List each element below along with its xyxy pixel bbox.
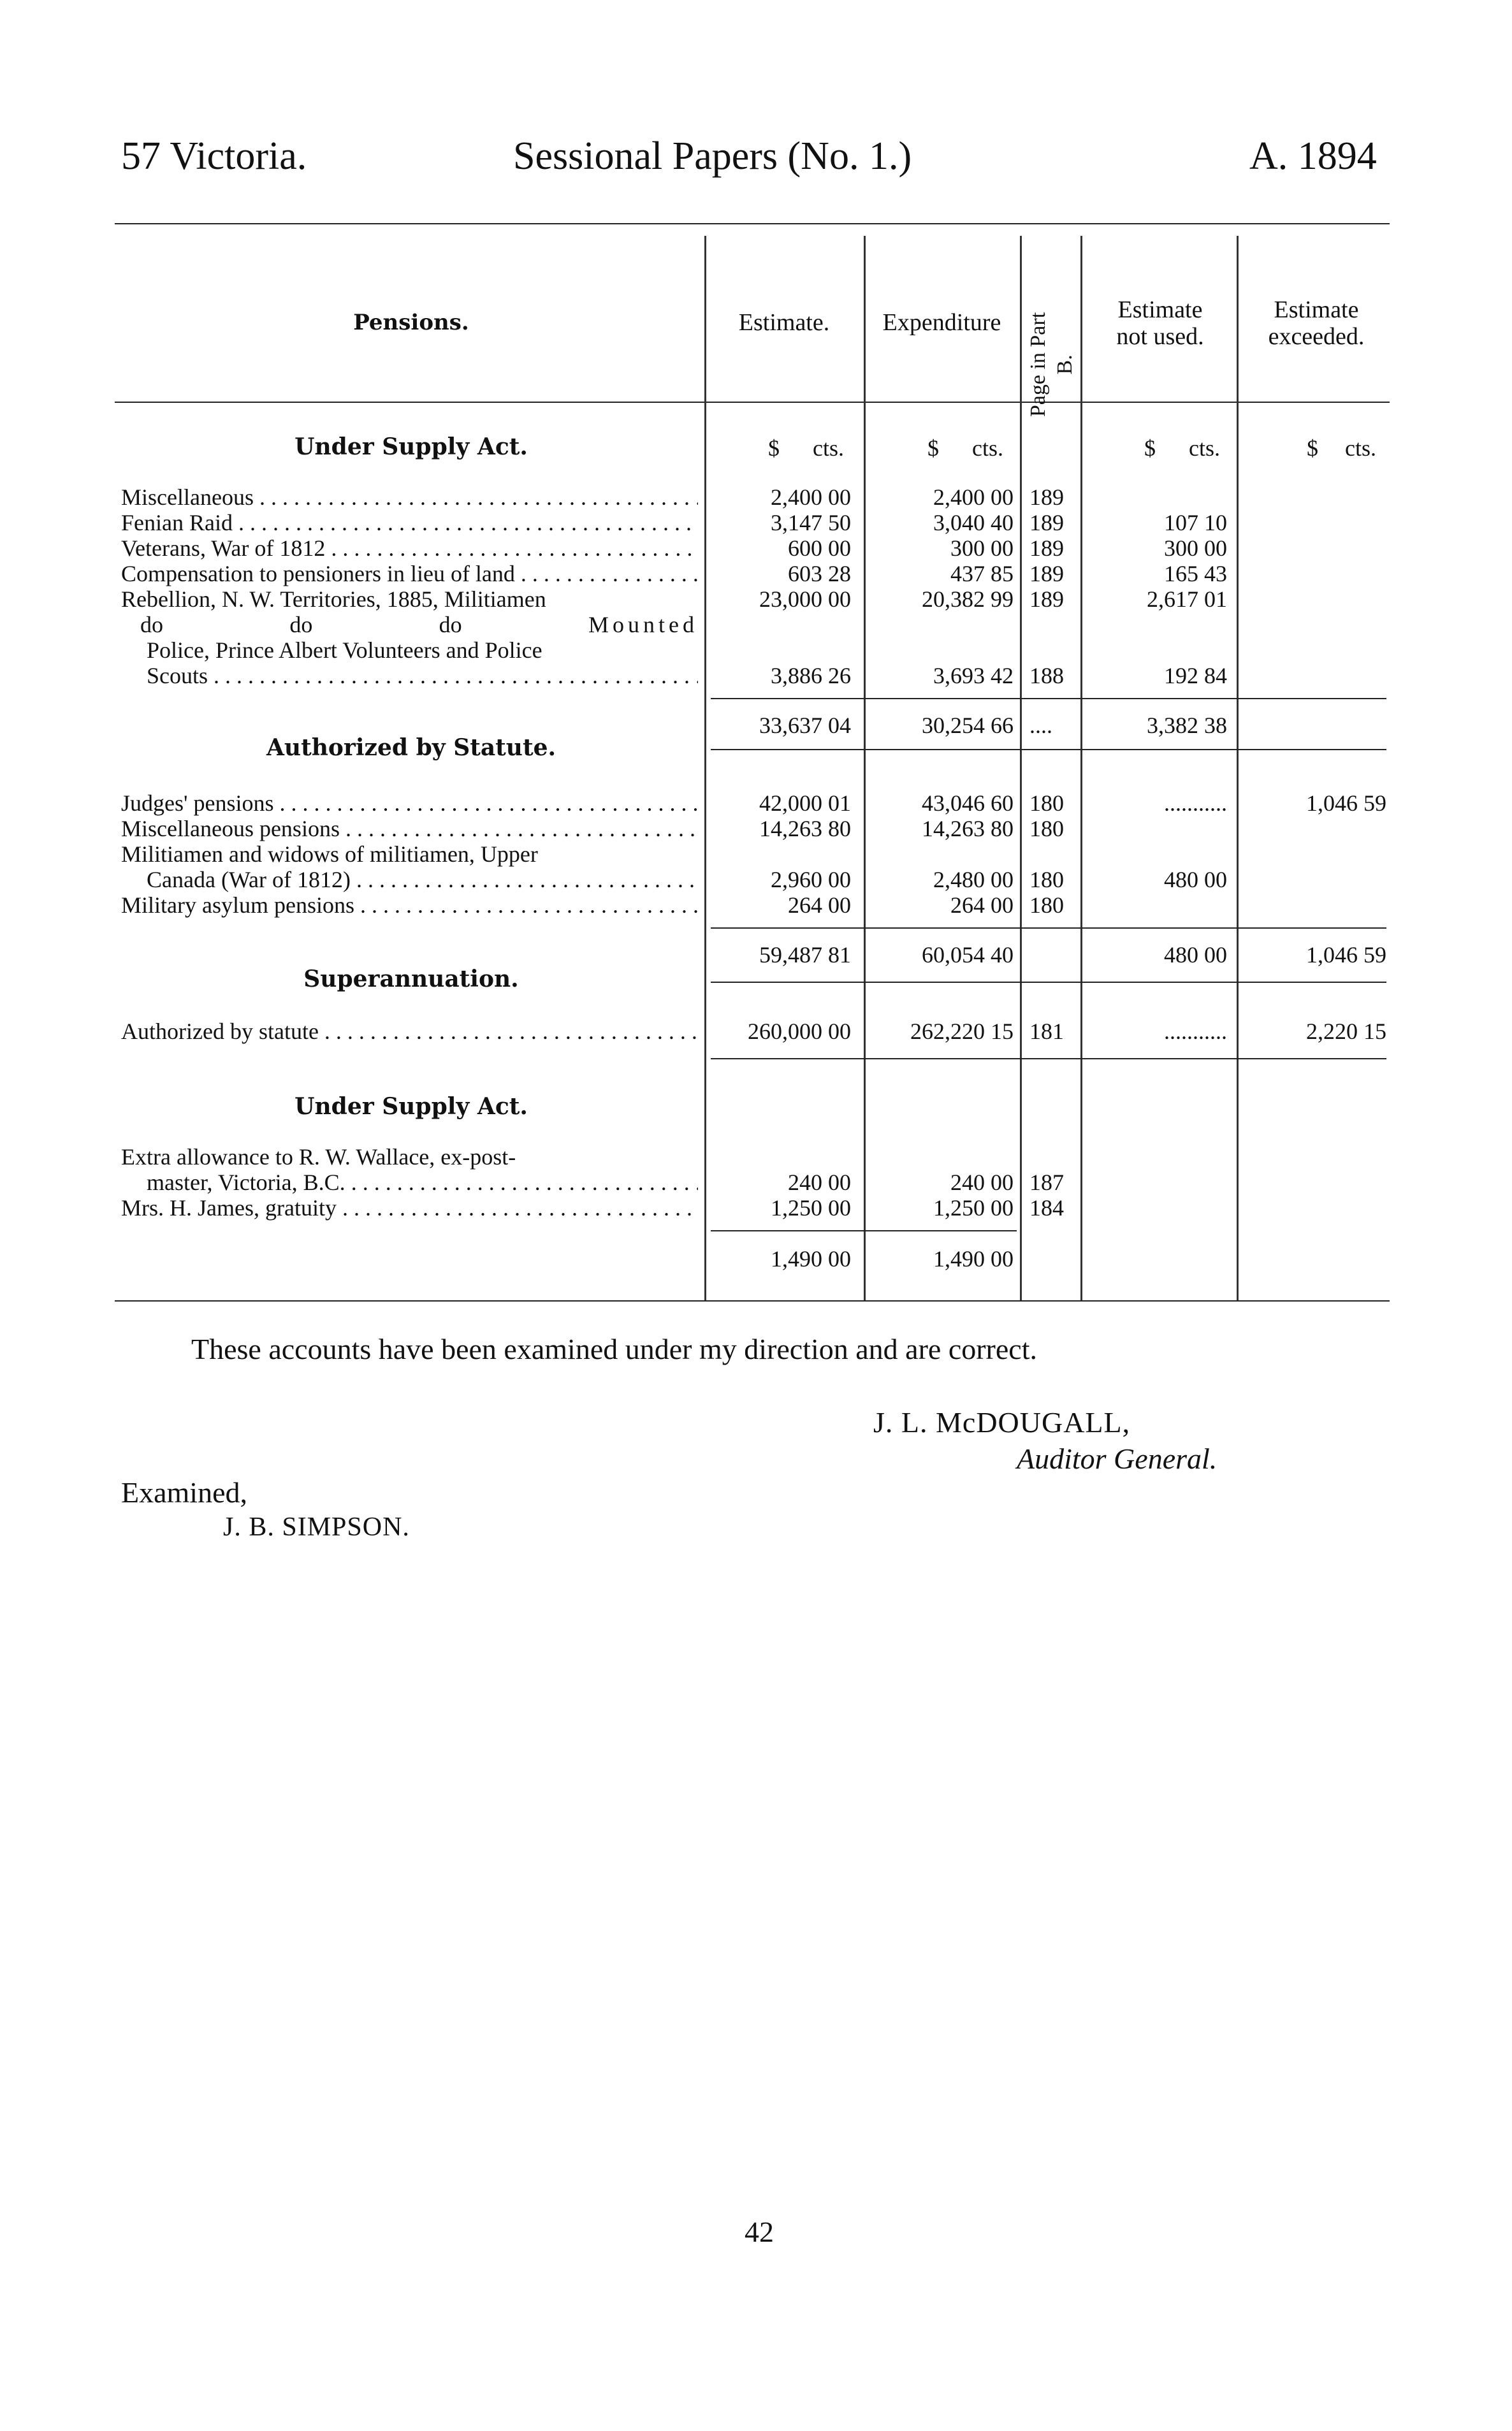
col-divider-1 <box>704 236 706 1300</box>
row-not-used-fenian-raid: 107 10 <box>1164 510 1227 535</box>
row-not-used-mounted: 192 84 <box>1164 663 1227 688</box>
row-expenditure-militiamen: 2,480 00 <box>933 867 1014 892</box>
subtotal1-expenditure: 30,254 66 <box>922 713 1014 738</box>
row-label-mounted-line1 <box>121 612 698 637</box>
ditto-1: do <box>140 612 163 637</box>
subtotal1-page: .... <box>1029 713 1052 738</box>
column-heading-estimate: Estimate. <box>738 309 830 336</box>
row-label-superannuation: Authorized by statute . . . <box>121 1019 698 1044</box>
currency-cts-not-used: cts. <box>1189 435 1220 461</box>
auditor-title: Auditor General. <box>1017 1442 1218 1475</box>
row-page-asylum: 180 <box>1029 892 1064 918</box>
row-page-rebellion: 189 <box>1029 586 1064 612</box>
row-expenditure-fenian-raid: 3,040 40 <box>933 510 1014 535</box>
row-expenditure-asylum: 264 00 <box>950 892 1014 918</box>
currency-dollar-not-used: $ <box>1144 435 1156 461</box>
col-divider-4 <box>1080 236 1082 1300</box>
row-expenditure-miscellaneous: 2,400 00 <box>933 484 1014 510</box>
auditor-name: J. L. McDOUGALL, <box>873 1406 1131 1439</box>
row-label-james: Mrs. H. James, gratuity . . . <box>121 1195 698 1221</box>
row-expenditure-mounted: 3,693 42 <box>933 663 1014 688</box>
row-expenditure-compensation: 437 85 <box>950 561 1014 586</box>
examined-label: Examined, <box>121 1476 247 1509</box>
row-expenditure-veterans: 300 00 <box>950 535 1014 561</box>
row-not-used-veterans: 300 00 <box>1164 535 1227 561</box>
row-page-wallace: 187 <box>1029 1170 1064 1195</box>
ditto-3: do <box>439 612 462 637</box>
header-title: Sessional Papers (No. 1.) <box>513 134 912 178</box>
row-label-miscellaneous: Miscellaneous . . . <box>121 484 698 510</box>
row-not-used-judges: ........... <box>1164 790 1227 816</box>
row-expenditure-misc-pensions: 14,263 80 <box>922 816 1014 841</box>
col-divider-3 <box>1020 236 1022 1300</box>
row-estimate-compensation: 603 28 <box>788 561 851 586</box>
row-label-militiamen-line1: Militiamen and widows of militiamen, Upper <box>121 841 538 867</box>
currency-dollar-expenditure: $ <box>927 435 939 461</box>
row-expenditure-james: 1,250 00 <box>933 1195 1014 1221</box>
row-estimate-misc-pensions: 14,263 80 <box>759 816 851 841</box>
column-heading-not-used-line1: Estimate <box>1117 296 1203 323</box>
row-label-misc-pensions: Miscellaneous pensions . . . <box>121 816 698 841</box>
row-page-judges: 180 <box>1029 790 1064 816</box>
column-heading-pensions: Pensions. <box>353 310 469 335</box>
row-expenditure-wallace: 240 00 <box>950 1170 1014 1195</box>
header-year: A. 1894 <box>1249 134 1377 178</box>
row-label-fenian-raid: Fenian Raid . . . <box>121 510 698 535</box>
row-exceeded-superannuation: 2,220 15 <box>1306 1019 1386 1044</box>
subtotal2-rule <box>711 927 1386 929</box>
row-label-rebellion: Rebellion, N. W. Territories, 1885, Militiamen <box>121 586 546 612</box>
row-page-mounted: 188 <box>1029 663 1064 688</box>
subtotal2-estimate: 59,487 81 <box>759 942 851 968</box>
column-heading-page: Page in Part B. <box>1026 312 1077 417</box>
examiner-name: J. B. SIMPSON. <box>223 1513 410 1542</box>
currency-dollar-exceeded: $ <box>1307 435 1318 461</box>
col-divider-5 <box>1237 236 1239 1300</box>
row-estimate-militiamen: 2,960 00 <box>771 867 851 892</box>
subtotal1-estimate: 33,637 04 <box>759 713 851 738</box>
row-not-used-compensation: 165 43 <box>1164 561 1227 586</box>
row-label-militiamen-line2: Canada (War of 1812) . . . <box>147 867 698 892</box>
row-page-fenian-raid: 189 <box>1029 510 1064 535</box>
superannuation-bottom-rule <box>711 1058 1386 1059</box>
row-estimate-fenian-raid: 3,147 50 <box>771 510 851 535</box>
row-not-used-superannuation: ........... <box>1164 1019 1227 1044</box>
currency-cts-expenditure: cts. <box>972 435 1003 461</box>
row-label-wallace-line2: master, Victoria, B.C. . . . <box>147 1170 698 1195</box>
section-superannuation: Superannuation. <box>303 966 519 992</box>
row-label-mounted-line3: Scouts . . . <box>147 663 698 688</box>
row-expenditure-superannuation: 262,220 15 <box>910 1019 1014 1044</box>
row-page-miscellaneous: 189 <box>1029 484 1064 510</box>
subtotal2-expenditure: 60,054 40 <box>922 942 1014 968</box>
row-not-used-militiamen: 480 00 <box>1164 867 1227 892</box>
certification-statement: These accounts have been examined under my direction and are correct. <box>191 1333 1037 1365</box>
row-not-used-rebellion: 2,617 01 <box>1147 586 1227 612</box>
column-heading-not-used-line2: not used. <box>1116 323 1204 350</box>
row-label-compensation: Compensation to pensioners in lieu of land . . . <box>121 561 698 586</box>
section-under-supply-act-2: Under Supply Act. <box>294 1093 528 1120</box>
mounted-word: Mounted <box>588 612 698 637</box>
row-estimate-asylum: 264 00 <box>788 892 851 918</box>
row-estimate-superannuation: 260,000 00 <box>748 1019 851 1044</box>
subtotal3-estimate: 1,490 00 <box>771 1246 851 1272</box>
row-exceeded-judges: 1,046 59 <box>1306 790 1386 816</box>
subtotal1-rule <box>711 698 1386 699</box>
row-estimate-veterans: 600 00 <box>788 535 851 561</box>
row-label-mounted-line2: Police, Prince Albert Volunteers and Police <box>147 637 542 663</box>
row-estimate-james: 1,250 00 <box>771 1195 851 1221</box>
row-estimate-judges: 42,000 01 <box>759 790 851 816</box>
subtotal1-bottom-rule <box>711 749 1386 750</box>
subtotal3-rule <box>711 1230 1017 1231</box>
section-authorized-by-statute: Authorized by Statute. <box>266 734 556 761</box>
subtotal2-bottom-rule <box>711 982 1386 983</box>
row-expenditure-rebellion: 20,382 99 <box>922 586 1014 612</box>
row-estimate-rebellion: 23,000 00 <box>759 586 851 612</box>
column-heading-not-used <box>1084 296 1237 350</box>
row-expenditure-judges: 43,046 60 <box>922 790 1014 816</box>
row-estimate-mounted: 3,886 26 <box>771 663 851 688</box>
row-estimate-wallace: 240 00 <box>788 1170 851 1195</box>
ditto-2: do <box>289 612 313 637</box>
column-heading-exceeded <box>1240 296 1393 350</box>
col-divider-2 <box>864 236 866 1300</box>
row-label-wallace-line1: Extra allowance to R. W. Wallace, ex-post- <box>121 1144 516 1170</box>
subtotal1-not-used: 3,382 38 <box>1147 713 1227 738</box>
currency-cts-exceeded: cts. <box>1345 435 1376 461</box>
column-heading-expenditure: Expenditure <box>882 309 1001 336</box>
row-page-misc-pensions: 180 <box>1029 816 1064 841</box>
header-bottom-rule <box>115 402 1390 403</box>
table-top-rule <box>115 223 1390 224</box>
header-volume: 57 Victoria. <box>121 134 307 178</box>
subtotal2-not-used: 480 00 <box>1164 942 1227 968</box>
row-label-veterans: Veterans, War of 1812 . . . <box>121 535 698 561</box>
row-page-superannuation: 181 <box>1029 1019 1064 1044</box>
column-heading-exceeded-line2: exceeded. <box>1268 323 1365 350</box>
table-bottom-rule <box>115 1300 1390 1302</box>
page-number: 42 <box>745 2216 774 2248</box>
row-label-asylum: Military asylum pensions . . . <box>121 892 698 918</box>
column-heading-exceeded-line1: Estimate <box>1274 296 1359 323</box>
row-label-judges: Judges' pensions . . . <box>121 790 698 816</box>
row-page-compensation: 189 <box>1029 561 1064 586</box>
subtotal3-expenditure: 1,490 00 <box>933 1246 1014 1272</box>
currency-dollar-estimate: $ <box>768 435 780 461</box>
row-page-james: 184 <box>1029 1195 1064 1221</box>
row-page-militiamen: 180 <box>1029 867 1064 892</box>
section-under-supply-act: Under Supply Act. <box>294 433 528 460</box>
currency-cts-estimate: cts. <box>813 435 844 461</box>
row-estimate-miscellaneous: 2,400 00 <box>771 484 851 510</box>
subtotal2-exceeded: 1,046 59 <box>1306 942 1386 968</box>
row-page-veterans: 189 <box>1029 535 1064 561</box>
